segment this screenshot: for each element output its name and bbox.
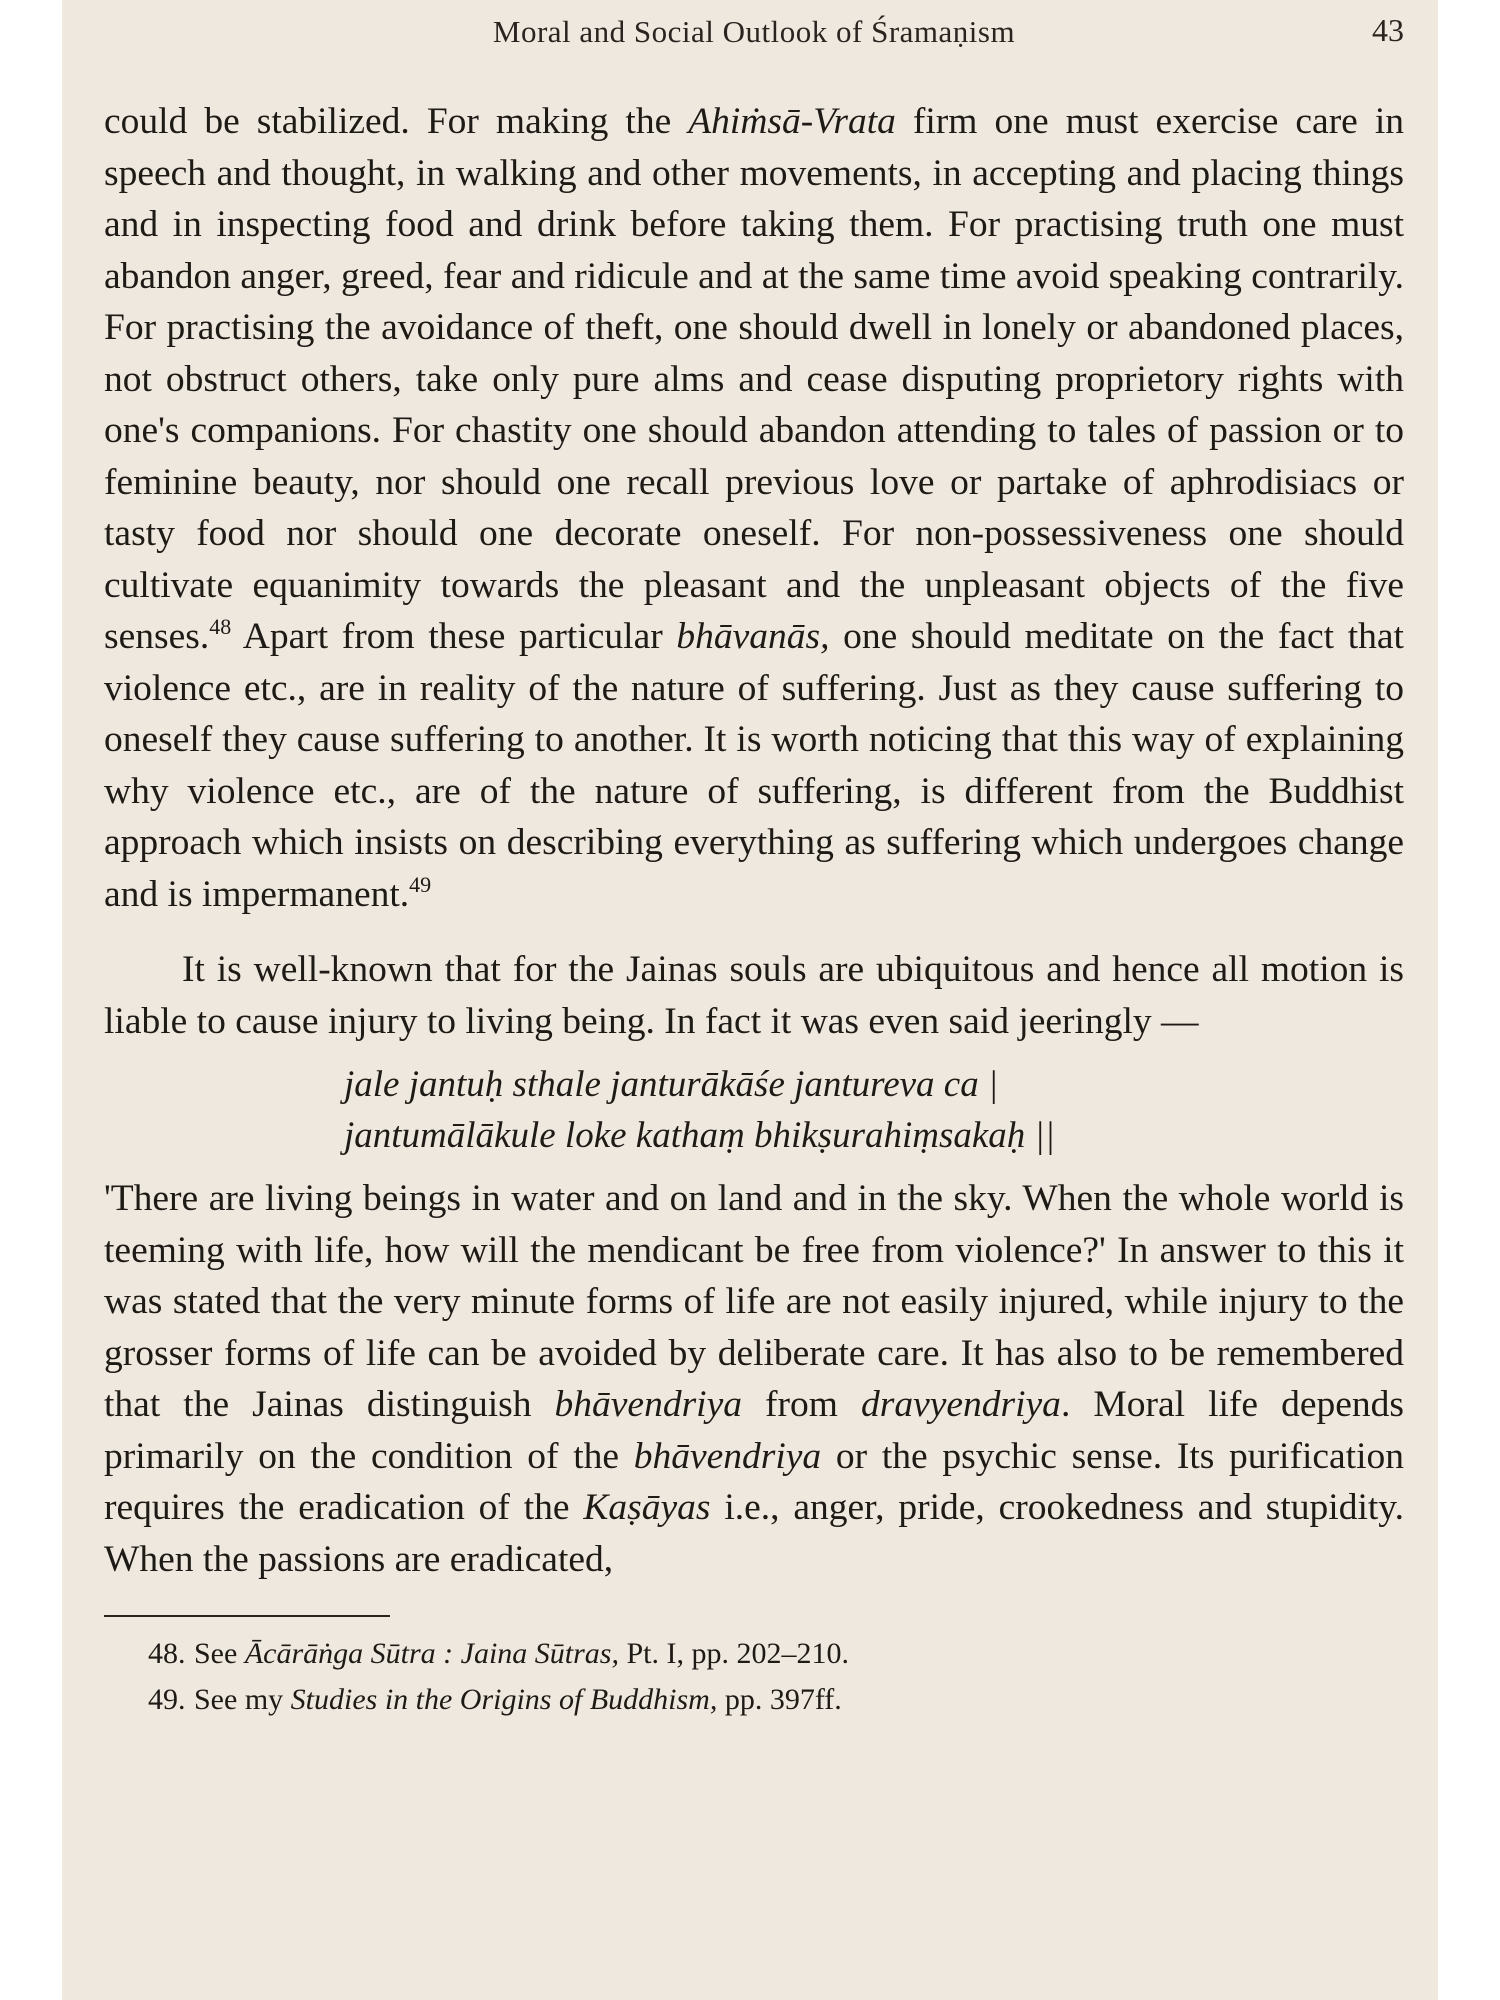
running-title: Moral and Social Outlook of Śramaṇism [492, 14, 1016, 49]
footnote-text: Pt. I, pp. 202–210. [618, 1637, 849, 1670]
body-text [104, 96, 1404, 1585]
text-run: firm one must exercise care in speech and thought, in walking and other movements, in accepting and placing things and in inspecting food and drink before taking them. For practising truth one must abandon anger, greed, fear and ridicule and at the same time avoid speaking contrarily. For practising the avoidance of theft, one should dwell in lonely or abandoned places, not obstruct others, take only pure alms and cease disputing proprietory rights with one's companions. For chastity one should abandon attending to tales of passion or to feminine beauty, nor should one recall previous love or partake of aphrodisiacs or tasty food nor should one decorate oneself. For non-possessiveness one should cultivate equanimity towards the pleasant and the unpleasant objects of the five senses. [104, 101, 1404, 657]
verse-line-2: jantumālākule loke kathaṃ bhikṣurahiṃsakaḥ || [344, 1115, 1055, 1156]
sanskrit-verse [344, 1059, 1404, 1161]
footnote-text: See [194, 1637, 245, 1670]
text-run: 'There are living beings in water and on land and in the sky. When the whole world is teeming with life, how will the mendicant be free from violence?' In answer to this it was stated that the very minute forms of life are not easily injured, while injury to the grosser forms of life can be avoided by deliberate care. It has also to be remembered that the Jainas distinguish [104, 1178, 1404, 1425]
book-page [62, 0, 1438, 2000]
footnote-text: See my [194, 1683, 291, 1716]
text-run: one should meditate on the fact that violence etc., are in reality of the nature of suffering. Just as they cause suffering to oneself they cause suffering to another. It is worth noticing that this way of explaining why violence etc., are of the nature of suffering, is different from the Buddhist approach which insists on describing everything as suffering which undergoes change and is impermanent. [104, 616, 1404, 915]
italic-term: Ahiṁsā-Vrata [688, 101, 896, 142]
text-run: . Moral life depends primarily on the condition of the [104, 1384, 1404, 1477]
italic-term: bhāvendriya [554, 1384, 742, 1425]
footnote-text: pp. 397ff. [717, 1683, 842, 1716]
text-run: could be stabilized. For making the [104, 101, 689, 142]
paragraph-1 [104, 96, 1404, 920]
italic-term: Kaṣāyas [583, 1487, 711, 1528]
text-run: or the psychic sense. Its purification requires the eradication of the [104, 1435, 1404, 1528]
footnotes [104, 1631, 1404, 1723]
footnote-title: Studies in the Origins of Buddhism, [290, 1683, 718, 1716]
page-header [104, 0, 1404, 74]
verse-line-1: jale jantuḥ sthale janturākāśe jantureva ca | [344, 1064, 999, 1105]
footnote-49 [148, 1677, 1404, 1723]
footnote-divider [104, 1615, 390, 1617]
text-run: from [741, 1384, 861, 1425]
italic-term: dravyendriya [861, 1384, 1061, 1425]
footnote-ref-49: 49 [409, 871, 432, 897]
text-run: i.e., anger, pride, crookedness and stupidity. When the passions are eradicated, [104, 1487, 1404, 1580]
page-number: 43 [1372, 12, 1404, 48]
italic-term: bhāvendriya [633, 1435, 822, 1477]
footnote-title: Ācārāṅga Sūtra : Jaina Sūtras, [244, 1637, 619, 1670]
text-run: Apart from these particular [231, 616, 677, 657]
paragraph-2: It is well-known that for the Jainas souls are ubiquitous and hence all motion is liable to cause injury to living being. In fact it was even said jeeringly — [104, 949, 1404, 1042]
footnote-48 [148, 1631, 1404, 1677]
footnote-number: 49. [148, 1683, 186, 1716]
footnote-number: 48. [148, 1637, 186, 1670]
paragraph-3 [104, 1173, 1404, 1585]
footnote-ref-48: 48 [209, 614, 232, 639]
italic-term: bhāvanās, [676, 616, 830, 657]
